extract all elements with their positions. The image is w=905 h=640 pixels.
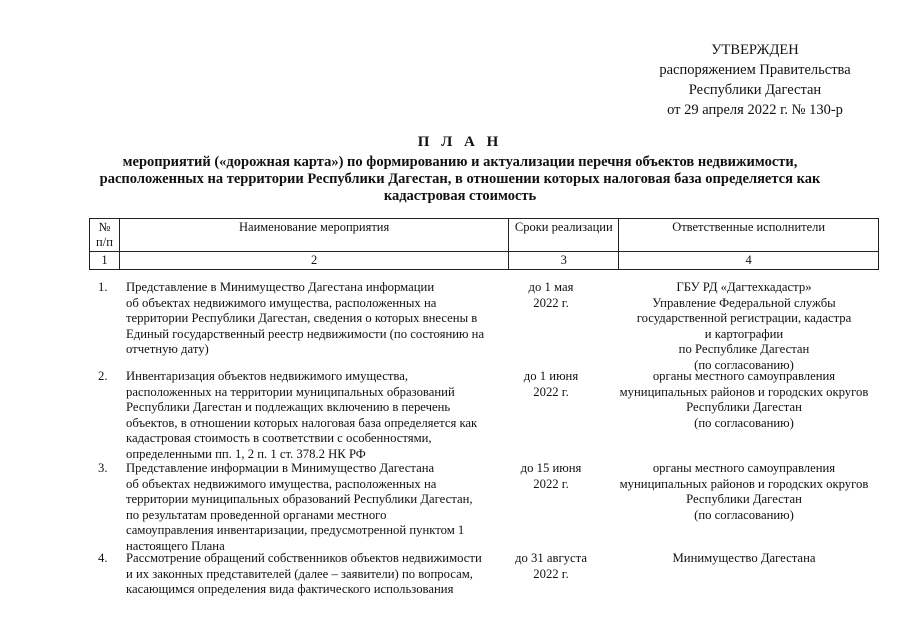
row-executors: Минимущество Дагестана [672, 551, 816, 565]
row-number: 2. [98, 369, 108, 383]
header-activity: Наименование мероприятия [119, 219, 508, 252]
column-number: 2 [119, 252, 508, 270]
header-number: № п/п [90, 219, 120, 252]
row-executors: органы местного самоуправления муниципальных районов и городских округов Республики Дагестан (по согласованию) [619, 369, 869, 430]
row-executors: органы местного самоуправления муниципальных районов и городских округов Республики Дагестан (по согласованию) [619, 461, 869, 522]
row-activity: Рассмотрение обращений собственников объектов недвижимости и их законных представителей (далее – заявители) по вопросам, касающимся определения вида фактического использования [126, 551, 482, 596]
approval-date: от 29 апреля 2022 г. № 130-р [667, 102, 843, 118]
column-number: 3 [509, 252, 619, 270]
plan-subtitle-line: расположенных на территории Республики Дагестан, в отношении которых налоговая база определяется как [99, 171, 821, 187]
row-deadline: до 31 августа 2022 г. [515, 551, 587, 581]
row-activity: Представление в Минимущество Дагестана информации об объектах недвижимого имущества, расположенных на территории Республики Дагестан, сведения о которых внесены в Единый государственный реестр недвижимости (по состоянию на отчетную дату) [126, 280, 485, 356]
header-executors: Ответственные исполнители [619, 219, 879, 252]
header-row [90, 219, 879, 252]
plan-subtitle-line: мероприятий («дорожная карта») по формированию и актуализации перечня объектов недвижимости, [122, 154, 798, 170]
row-number: 1. [98, 280, 108, 294]
approval-title: УТВЕРЖДЕН [711, 42, 799, 58]
row-activity: Представление информации в Минимущество Дагестана об объектах недвижимого имущества, расположенных на территории муниципальных образований Республики Дагестан, по результатам проведенной органами местного самоуправления инвентаризации, предусмотренной пунктом 1 настоящего Плана [126, 461, 473, 553]
plan-table-header [89, 218, 879, 270]
approval-block [620, 40, 890, 120]
header-deadline: Сроки реализации [509, 219, 619, 252]
row-executors: ГБУ РД «Дагтехкадастр» Управление Федеральной службы государственной регистрации, кадастра и картографии по Республике Дагестан (по согласованию) [636, 280, 852, 372]
column-number: 1 [90, 252, 120, 270]
column-number-row [90, 252, 879, 270]
approval-line: распоряжением Правительства [659, 62, 851, 78]
plan-subtitle-line: кадастровая стоимость [383, 188, 537, 204]
row-deadline: до 1 мая 2022 г. [528, 280, 574, 310]
column-number: 4 [619, 252, 879, 270]
document-heading [60, 134, 860, 205]
plan-title: П Л А Н [417, 134, 503, 150]
row-activity: Инвентаризация объектов недвижимого имущества, расположенных на территории муниципальных образований Республики Дагестан и подлежащих включению в перечень объектов, в отношении которых налоговая база определяется как кадастровая стоимость в соответствии с особенностями, определенными пп. 1, 2 п. 1 ст. 378.2 НК РФ [126, 369, 478, 461]
approval-line: Республики Дагестан [688, 82, 822, 98]
row-deadline: до 15 июня 2022 г. [520, 461, 582, 491]
row-deadline: до 1 июня 2022 г. [523, 369, 579, 399]
row-number: 3. [98, 461, 108, 475]
row-number: 4. [98, 551, 108, 565]
